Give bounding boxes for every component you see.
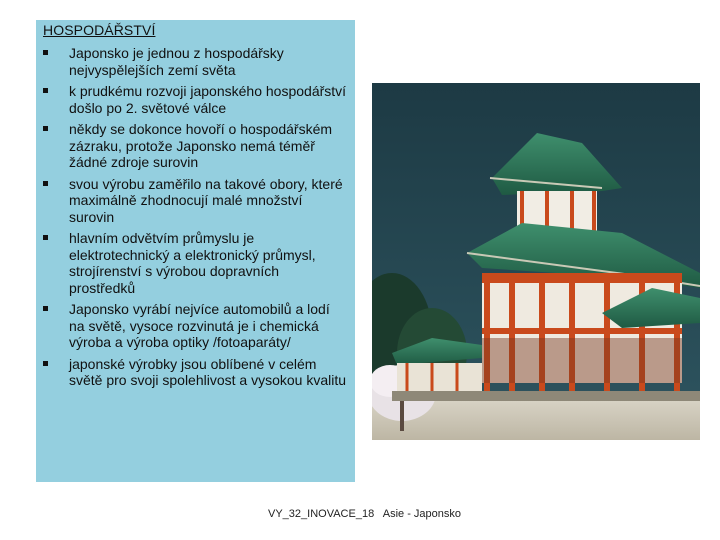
bullet-marker-icon [43,126,48,131]
bullet-marker-icon [43,235,48,240]
bullet-item [43,301,349,351]
bullet-text: Japonsko vyrábí nejvíce automobilů a lodí na světě, vysoce rozvinutá je i chemická výroba a výroba optiky /fotoaparáty/ [69,301,330,350]
slide-heading: HOSPODÁŘSTVÍ [43,22,156,38]
text-panel [36,20,355,482]
bullet-marker-icon [43,88,48,93]
bullet-text: k prudkému rozvoji japonského hospodářství došlo po 2. světové válce [69,83,347,116]
bullet-marker-icon [43,50,48,55]
shrine-illustration [372,83,700,440]
bullet-item [43,121,349,171]
bullet-item [43,176,349,226]
bullet-text: hlavním odvětvím průmyslu je elektrotechnický a elektronický průmysl, strojírenství s výrobou dopravních prostředků [69,230,316,296]
bullet-text: svou výrobu zaměřilo na takové obory, které maximálně zhodnocují malé množství surovin [69,175,343,225]
bullet-item [43,45,349,78]
bullet-item [43,230,349,296]
bullet-marker-icon [43,361,48,366]
bullet-item [43,83,349,116]
bullet-text: někdy se dokonce hovoří o hospodářském zázraku, protože Japonsko nemá téměř žádné zdroje surovin [69,121,333,170]
shrine-photo [372,83,700,440]
bullet-item [43,356,349,389]
slide-footer: VY_32_INOVACE_18 Asie - Japonsko [268,508,462,520]
bullet-text: japonské výrobky jsou oblíbené v celém světě pro svoji spolehlivost a vysokou kvalitu [69,355,347,388]
bullet-marker-icon [43,181,48,186]
bullet-list [43,45,349,389]
bullet-text: Japonsko je jednou z hospodářsky nejvyspělejších zemí světa [69,45,284,78]
bullet-marker-icon [43,306,48,311]
